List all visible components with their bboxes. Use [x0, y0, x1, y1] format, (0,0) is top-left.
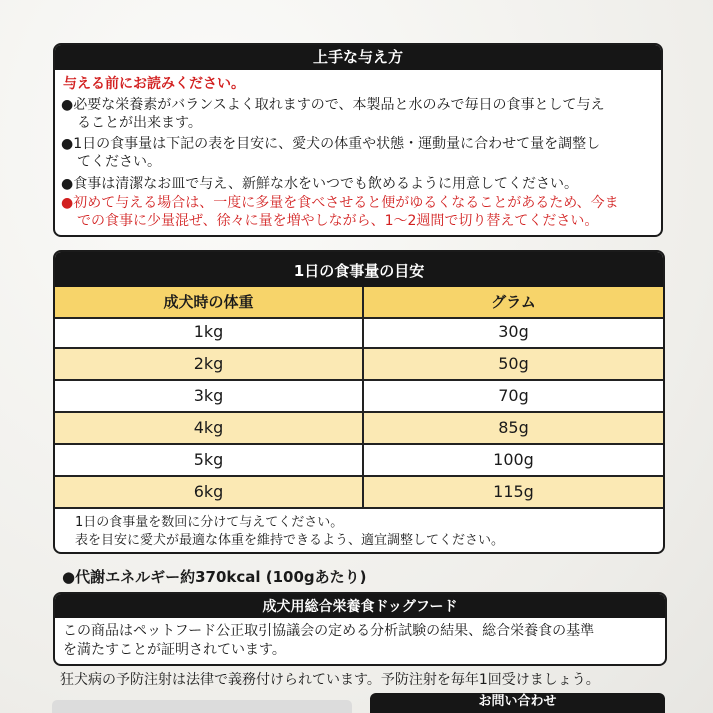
table-header [55, 287, 663, 317]
table-divider [55, 379, 663, 381]
table-divider [55, 475, 663, 477]
weight-cell: 5kg [193, 450, 224, 469]
warning-line: ●初めて与える場合は、一度に多量を食べさせると便がゆるくなることがあるため、今ま [61, 195, 619, 211]
gram-cell: 115g [493, 482, 534, 501]
instruction-line: ●必要な栄養素がバランスよく取れますので、本製品と水のみで毎日の食事として与え [61, 97, 605, 113]
column-header-weight: 成犬時の体重 [163, 293, 254, 311]
contact-label: お問い合わせ [370, 693, 665, 713]
table-column-divider [362, 287, 364, 509]
nutrition-statement: を満たすことが証明されています。 [63, 642, 286, 658]
gram-cell: 100g [493, 450, 534, 469]
table-row [55, 413, 663, 443]
instruction-line: ることが出来ます。 [77, 115, 202, 131]
daily-amount-title: 1日の食事量の目安 [55, 252, 663, 287]
complete-nutrition-title: 成犬用総合栄養食ドッグフード [55, 594, 665, 618]
table-row [55, 445, 663, 475]
table-divider [55, 347, 663, 349]
table-row [55, 477, 663, 507]
instruction-line: ●1日の食事量は下記の表を目安に、愛犬の体重や状態・運動量に合わせて量を調整し [61, 136, 601, 152]
bottom-panel [52, 700, 352, 713]
weight-cell: 2kg [193, 354, 224, 373]
table-divider [55, 411, 663, 413]
table-row [55, 381, 663, 411]
table-divider [55, 443, 663, 445]
column-header-gram: グラム [491, 293, 536, 311]
weight-cell: 1kg [193, 322, 224, 341]
instruction-line: てください。 [77, 154, 161, 170]
daily-amount-box [53, 250, 665, 554]
complete-nutrition-box [53, 592, 667, 666]
feeding-instructions-title: 上手な与え方 [55, 45, 661, 70]
table-note: 表を目安に愛犬が最適な体重を維持できるよう、適宜調整してください。 [75, 533, 505, 548]
table-divider [55, 507, 663, 509]
calorie-info: ●代謝エネルギー約370kcal (100gあたり) [62, 568, 367, 586]
table-divider [55, 317, 663, 319]
gram-cell: 70g [498, 386, 529, 405]
weight-cell: 3kg [193, 386, 224, 405]
warning-line: での食事に少量混ぜ、徐々に量を増やしながら、1～2週間で切り替えてください。 [77, 213, 599, 229]
table-note: 1日の食事量を数回に分けて与えてください。 [75, 515, 344, 530]
nutrition-statement: この商品はペットフード公正取引協議会の定める分析試験の結果、総合栄養食の基準 [63, 623, 595, 639]
feeding-instructions-box [53, 43, 663, 237]
rabies-vaccination-note: 狂犬病の予防注射は法律で義務付けられています。予防注射を毎年1回受けましょう。 [60, 672, 600, 688]
table-row [55, 349, 663, 379]
weight-cell: 4kg [193, 418, 224, 437]
instruction-line: ●食事は清潔なお皿で与え、新鮮な水をいつでも飲めるように用意してください。 [61, 176, 579, 192]
gram-cell: 85g [498, 418, 529, 437]
read-before-feeding-heading: 与える前にお読みください。 [63, 76, 245, 92]
table-row [55, 317, 663, 347]
weight-cell: 6kg [193, 482, 224, 501]
gram-cell: 50g [498, 354, 529, 373]
gram-cell: 30g [498, 322, 529, 341]
